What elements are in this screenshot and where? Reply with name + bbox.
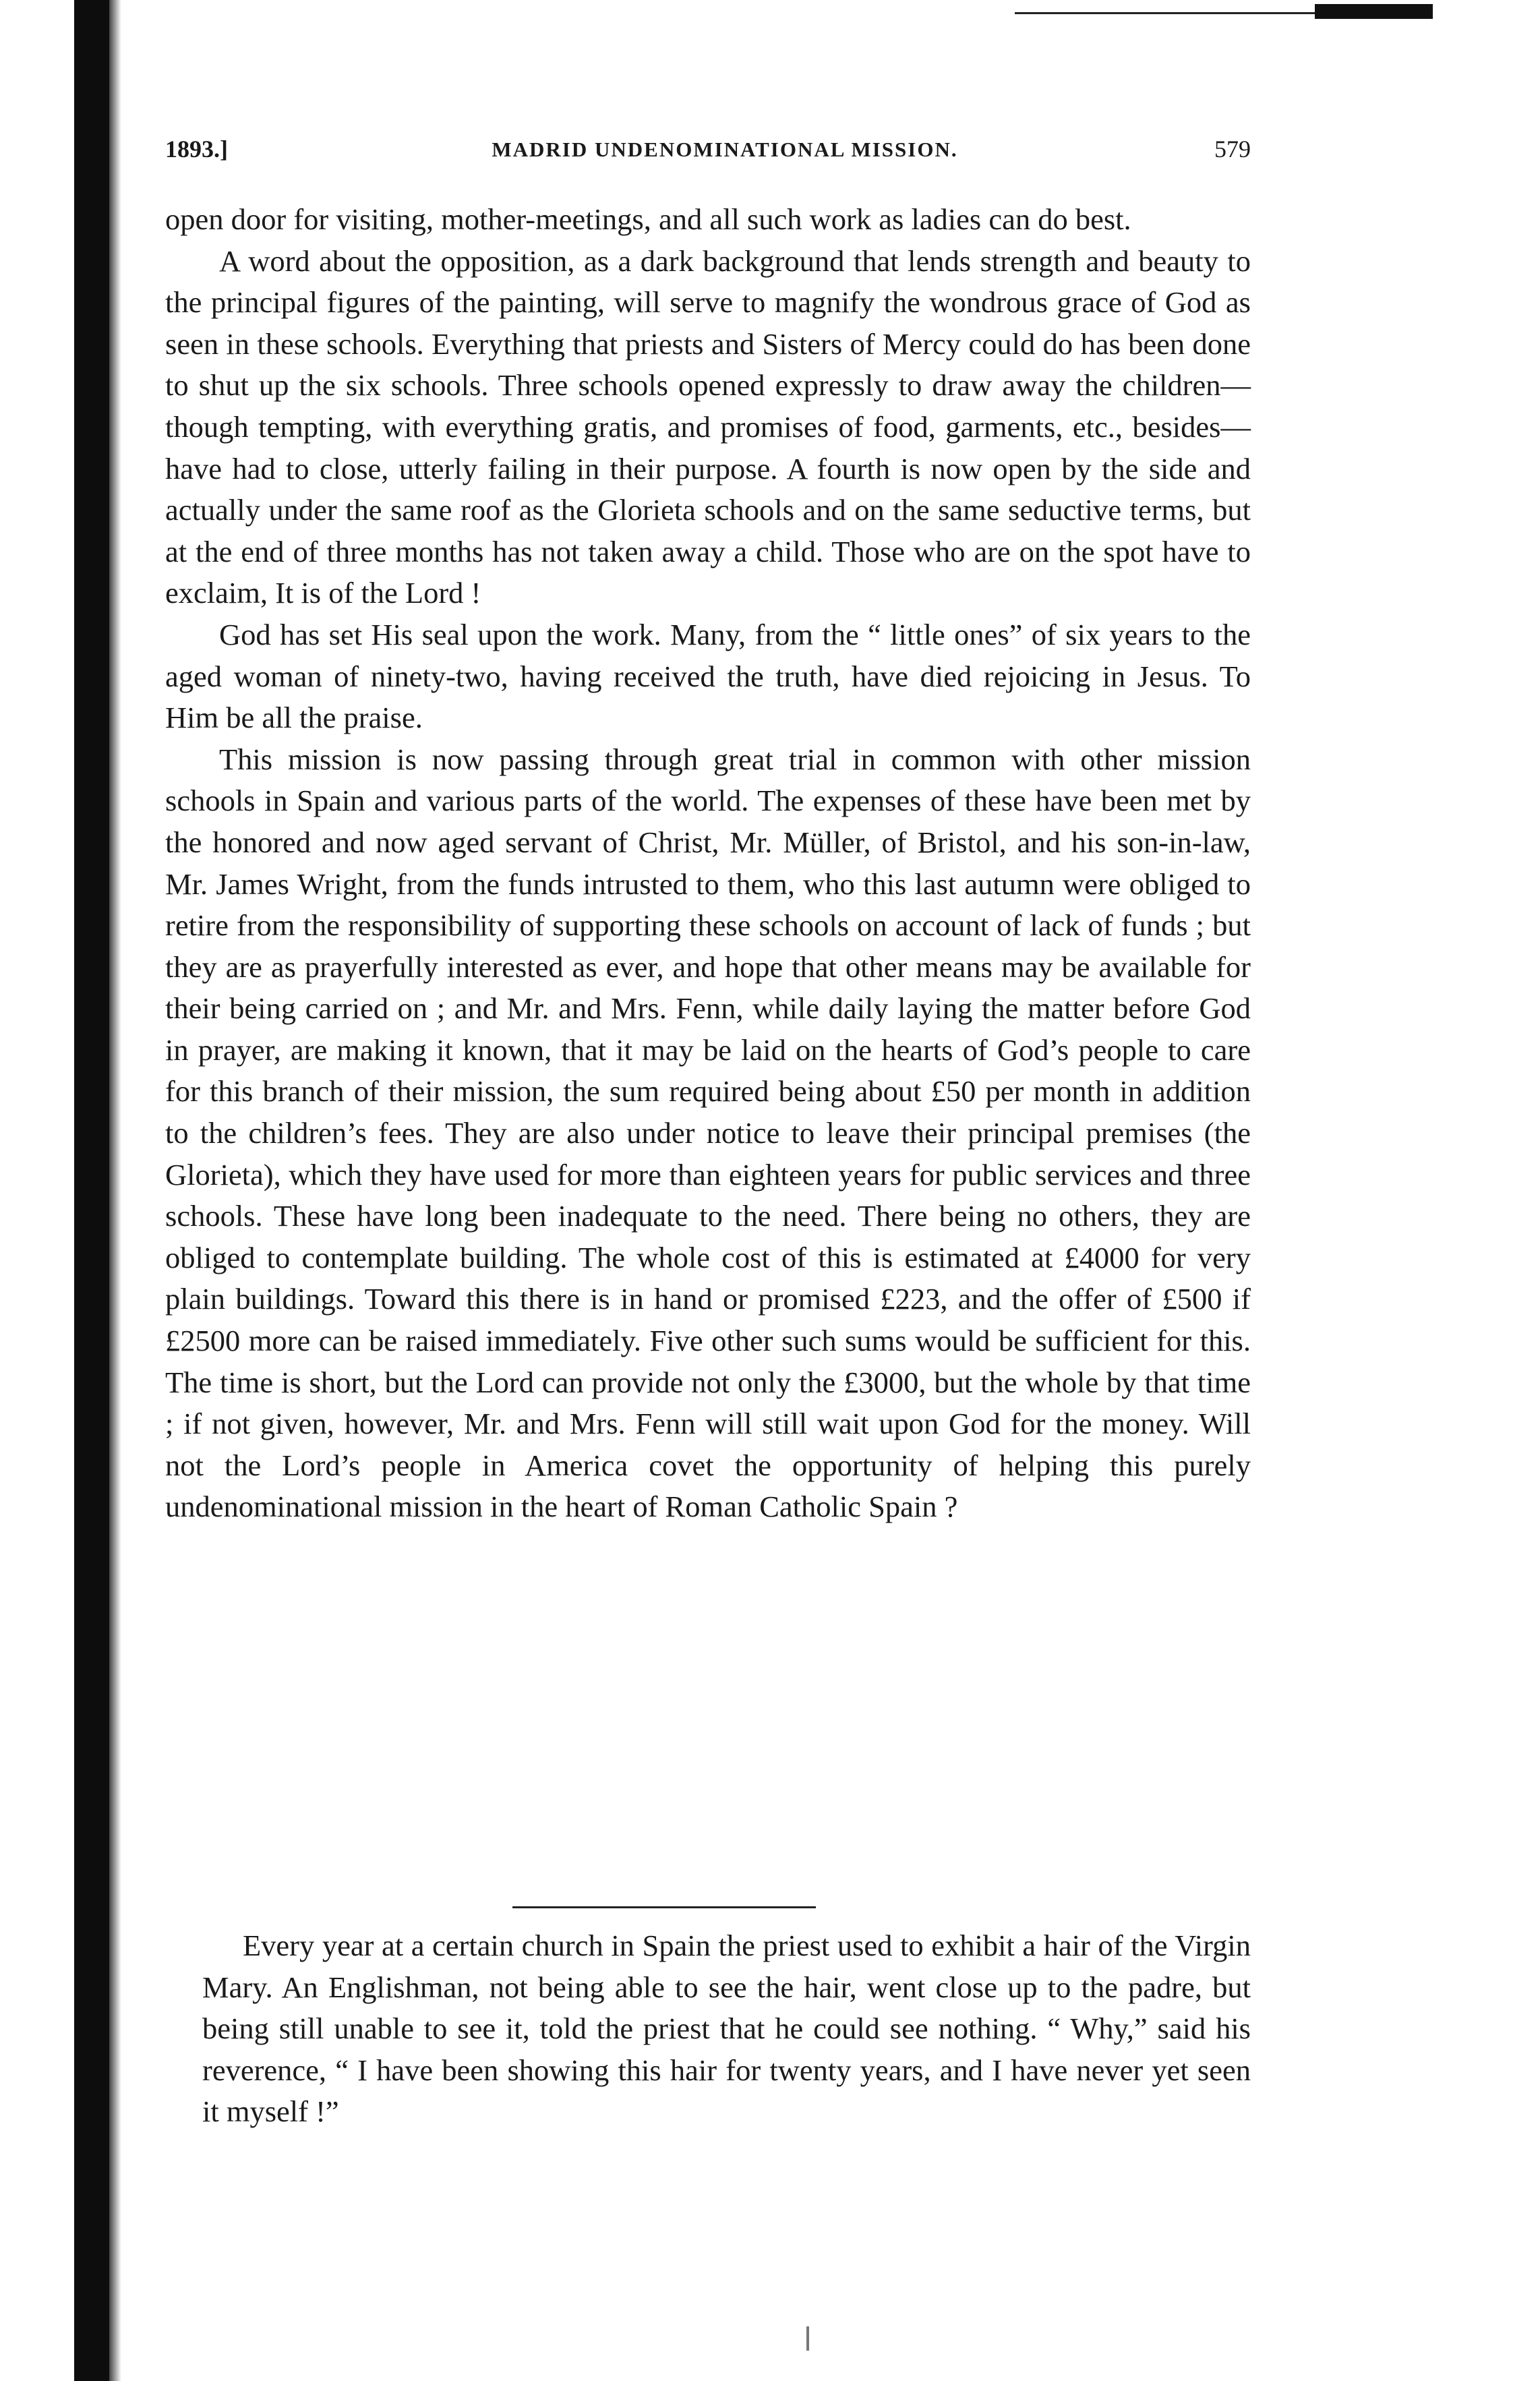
paragraph-seal: God has set His seal upon the work. Many, from the “ little ones” of six years to the aged woman of ninety-two, having received the truth, have died rejoicing in Jesus. To Him be all the praise.	[165, 617, 1251, 735]
paragraph-trial: This mission is now passing through great trial in common with other mission schools in Spain and various parts of the world. The expenses of these have been met by the honored and now aged servant of Christ, Mr. Müller, of Bristol, and his son-in-law, Mr. James Wright, from the funds intrusted to them, who this last autumn were obliged to retire from the responsibility of supporting these schools on account of lack of funds ; but they are as prayerfully interested as ever, and hope that other means may be available for their being carried on ; and Mr. and Mrs. Fenn, while daily laying the matter before God in prayer, are making it known, that it may be laid on the hearts of God’s people to care for this branch of their mission, the sum required being about £50 per month in addition to the children’s fees. They are also under notice to leave their principal premises (the Glorieta), which they have used for more than eighteen years for public services and three schools. These have long been inadequate to the need. There being no others, they are obliged to contemplate building. The whole cost of this is estimated at £4000 for very plain buildings. Toward this there is in hand or promised £223, and the offer of £500 if £2500 more can be raised immediately. Five other such sums would be sufficient for this. The time is short, but the Lord can provide not only the £3000, but the whole by that time ; if not given, however, Mr. and Mrs. Fenn will still wait upon God for the money. Will not the Lord’s people in America covet the opportunity of helping this purely undenominational mission in the heart of Roman Catholic Spain ?	[165, 742, 1251, 1524]
paragraph-continuation: open door for visiting, mother-meetings, and all such work as ladies can do best.	[165, 202, 1131, 236]
anecdote-paragraph: Every year at a certain church in Spain the priest used to exhibit a hair of the Virgin Mary. An Englishman, not being able to see the hair, went close up to the padre, but being still unable to see it, told the priest that he could see nothing. “ Why,” said his reverence, “ I have been showing this hair for twenty years, and I have never yet seen it myself !”	[202, 1929, 1251, 2129]
body-text	[165, 199, 1251, 1528]
scan-binding-shadow	[109, 0, 121, 2381]
scan-top-mark	[1315, 4, 1433, 19]
scan-speck	[806, 2326, 809, 2351]
header-title: MADRID UNDENOMINATIONAL MISSION.	[492, 138, 958, 161]
scan-binding-edge	[74, 0, 109, 2381]
page-number: 579	[1214, 136, 1251, 163]
running-head	[165, 135, 1251, 175]
paragraph-opposition: A word about the opposition, as a dark background that lends strength and beauty to the principal figures of the painting, will serve to magnify the wondrous grace of God as seen in these schools. Everything that priests and Sisters of Mercy could do has been done to shut up the six schools. Three schools opened expressly to draw away the children—though tempting, with everything gratis, and promises of food, garments, etc., besides—have had to close, utterly failing in their purpose. A fourth is now open by the side and actually under the same roof as the Glorieta schools and on the same seductive terms, but at the end of three months has not taken away a child. Those who are on the spot have to exclaim, It is of the Lord !	[165, 243, 1251, 610]
section-divider	[512, 1906, 816, 1908]
header-year: 1893.]	[165, 136, 228, 163]
anecdote-block	[202, 1925, 1251, 2133]
